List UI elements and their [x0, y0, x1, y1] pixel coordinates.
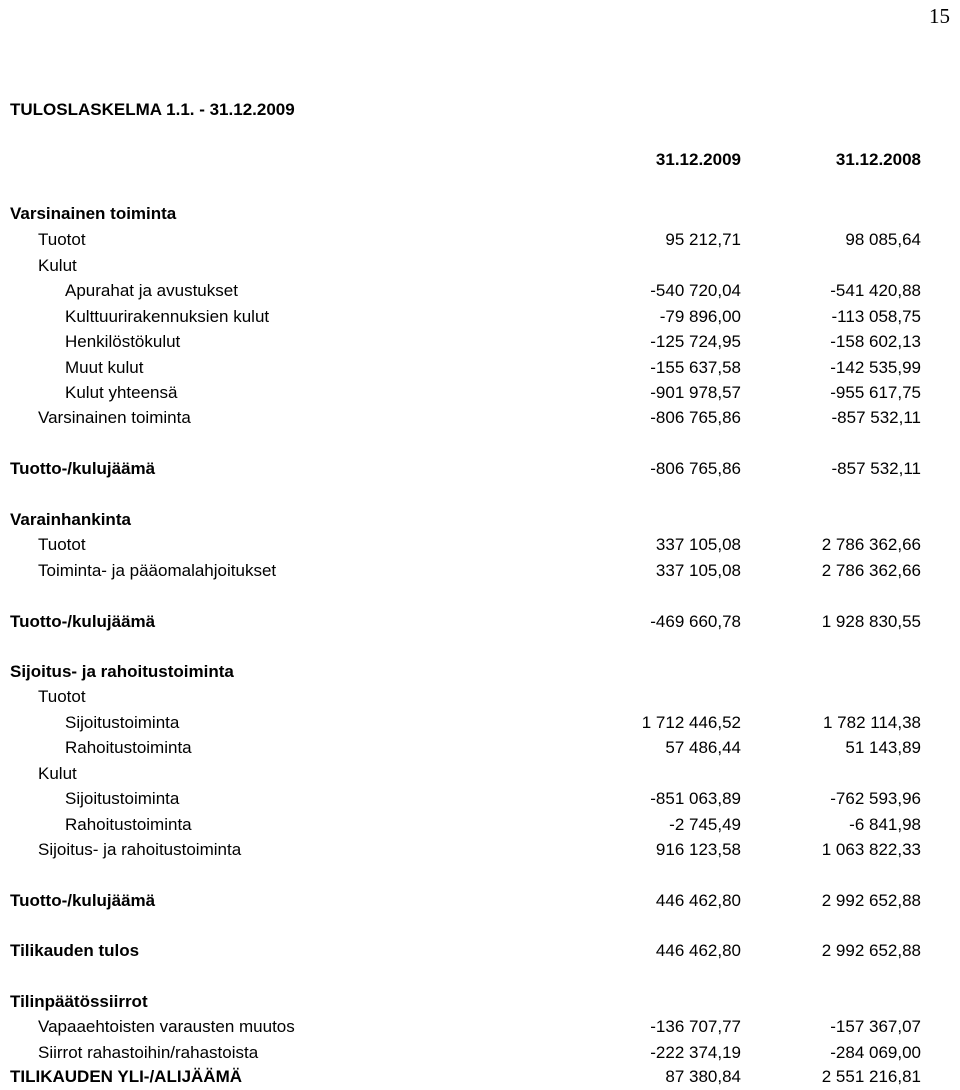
table-row [0, 685, 960, 709]
table-row [0, 711, 960, 735]
section-heading [0, 990, 960, 1014]
row-label: Apurahat ja avustukset [65, 281, 238, 300]
section-heading [0, 508, 960, 532]
value-2009: -851 063,89 [650, 789, 741, 808]
subtotal-row [0, 457, 960, 481]
value-2009: -901 978,57 [650, 383, 741, 402]
value-2008: -113 058,75 [831, 307, 921, 326]
table-row [0, 1015, 960, 1039]
row-label: Tuotto-/kulujäämä [10, 459, 156, 478]
value-2008: -762 593,96 [830, 789, 921, 808]
subtotal-row [0, 610, 960, 634]
value-2009: -222 374,19 [650, 1043, 741, 1062]
value-2009: 446 462,80 [655, 891, 741, 910]
value-2008: -857 532,11 [831, 459, 921, 478]
row-label: Sijoitustoiminta [65, 789, 180, 808]
value-2009: -79 896,00 [659, 307, 741, 326]
table-row [0, 787, 960, 811]
final-result-row [0, 1065, 960, 1089]
value-2009: -2 745,49 [669, 815, 741, 834]
value-2008: 1 782 114,38 [823, 713, 921, 732]
row-label: Toiminta- ja pääomalahjoitukset [38, 561, 277, 580]
value-2009: -125 724,95 [650, 332, 741, 351]
value-2009: 95 212,71 [665, 230, 741, 249]
table-row [0, 254, 960, 278]
row-label: Sijoitus- ja rahoitustoiminta [10, 662, 234, 681]
table-row [0, 381, 960, 405]
row-label: Tuotot [38, 230, 86, 249]
value-2009: 1 712 446,52 [641, 713, 741, 732]
row-label: Tuotto-/kulujäämä [10, 891, 156, 910]
value-2009: -540 720,04 [650, 281, 741, 300]
table-row [0, 279, 960, 303]
page-number: 15 [929, 4, 950, 28]
value-2009: -136 707,77 [650, 1017, 741, 1036]
row-label: Sijoitustoiminta [65, 713, 180, 732]
table-row [0, 305, 960, 329]
row-label: Varainhankinta [10, 510, 131, 529]
row-label: Tuotot [38, 535, 86, 554]
table-row [0, 762, 960, 786]
table-row [0, 838, 960, 862]
value-2009: -469 660,78 [650, 612, 741, 631]
row-label: Varsinainen toiminta [10, 204, 177, 223]
value-2008: 2 992 652,88 [821, 941, 921, 960]
table-row [0, 813, 960, 837]
row-label: Muut kulut [65, 358, 144, 377]
value-2009: 337 105,08 [655, 535, 741, 554]
value-2008: 1 063 822,33 [821, 840, 921, 859]
row-label: Vapaaehtoisten varausten muutos [38, 1017, 295, 1036]
value-2009: 57 486,44 [665, 738, 741, 757]
row-label: Tuotot [38, 687, 86, 706]
table-row [0, 406, 960, 430]
value-2008: 1 928 830,55 [821, 612, 921, 631]
table-row [0, 559, 960, 583]
value-2009: 87 380,84 [665, 1067, 741, 1086]
table-row [0, 228, 960, 252]
value-2009: 337 105,08 [655, 561, 741, 580]
row-label: TILIKAUDEN YLI-/ALIJÄÄMÄ [10, 1067, 243, 1086]
row-label: Henkilöstökulut [65, 332, 181, 351]
value-2009: -806 765,86 [650, 459, 741, 478]
row-label: Kulttuurirakennuksien kulut [65, 307, 270, 326]
value-2008: 51 143,89 [845, 738, 921, 757]
value-2008: -157 367,07 [830, 1017, 921, 1036]
row-label: Siirrot rahastoihin/rahastoista [38, 1043, 259, 1062]
table-row [0, 356, 960, 380]
table-row [0, 736, 960, 760]
row-label: Rahoitustoiminta [65, 738, 192, 757]
value-2008: -284 069,00 [830, 1043, 921, 1062]
value-2008: -541 420,88 [830, 281, 921, 300]
value-2008: -955 617,75 [830, 383, 921, 402]
row-label: Tilikauden tulos [10, 941, 140, 960]
value-2009: 916 123,58 [655, 840, 741, 859]
row-label: Tilinpäätössiirrot [10, 992, 148, 1011]
section-heading [0, 202, 960, 226]
table-row [0, 330, 960, 354]
row-label: Rahoitustoiminta [65, 815, 192, 834]
value-2008: 2 786 362,66 [821, 561, 921, 580]
result-row [0, 939, 960, 963]
value-2009: 446 462,80 [655, 941, 741, 960]
value-2009: -806 765,86 [650, 408, 741, 427]
row-label: Kulut [38, 764, 77, 783]
row-label: Tuotto-/kulujäämä [10, 612, 156, 631]
document-title: TULOSLASKELMA 1.1. - 31.12.2009 [10, 100, 295, 119]
value-2008: -857 532,11 [831, 408, 921, 427]
row-label: Varsinainen toiminta [38, 408, 191, 427]
value-2008: -142 535,99 [830, 358, 921, 377]
row-label: Kulut [38, 256, 77, 275]
row-label: Sijoitus- ja rahoitustoiminta [38, 840, 242, 859]
value-2008: -6 841,98 [849, 815, 921, 834]
table-row [0, 533, 960, 557]
section-heading [0, 660, 960, 684]
value-2008: 98 085,64 [845, 230, 921, 249]
value-2008: 2 992 652,88 [821, 891, 921, 910]
value-2008: 2 551 216,81 [821, 1067, 921, 1086]
value-2009: -155 637,58 [650, 358, 741, 377]
column-header-2009: 31.12.2009 [655, 150, 741, 169]
table-row [0, 1041, 960, 1065]
row-label: Kulut yhteensä [65, 383, 178, 402]
column-header-2008: 31.12.2008 [835, 150, 921, 169]
value-2008: -158 602,13 [830, 332, 921, 351]
subtotal-row [0, 889, 960, 913]
value-2008: 2 786 362,66 [821, 535, 921, 554]
